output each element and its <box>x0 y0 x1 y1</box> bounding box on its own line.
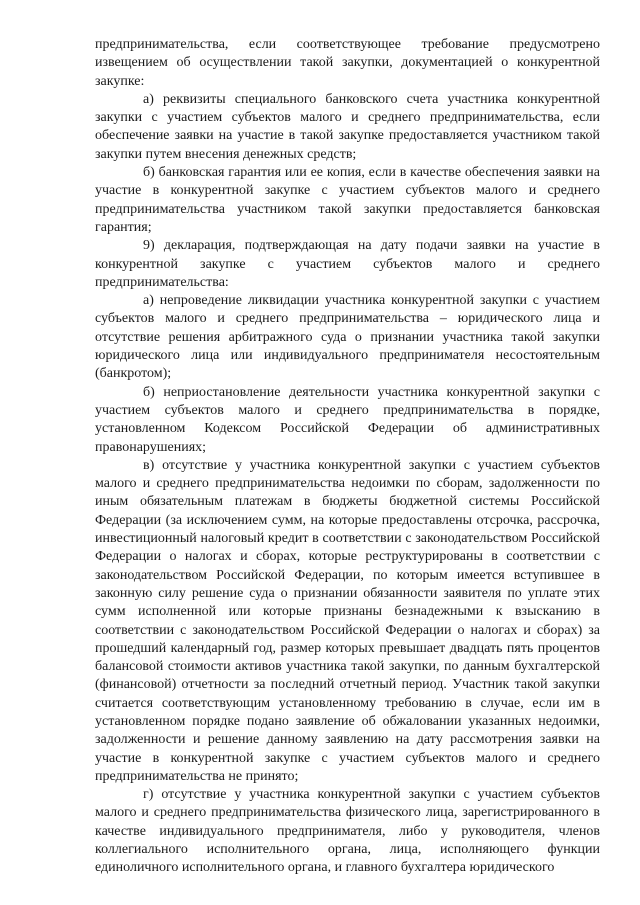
paragraph-item-v-no-arrears: в) отсутствие у участника конкурентной закупки с участием субъектов малого и среднего предпринимательства недоимки по сборам, задолженности по иным обязательным платежам в бюджеты бюджетной системы Российской Федерации (за исключением сумм, на которые предоставлены отсрочка, рассрочка, инвестиционный налоговый кредит в соответствии с законодательством Российской Федерации о налогах и сборах, которые реструктурированы в соответствии с законодательством Российской Федерации, по которым имеется вступившее в законную силу решение суда о признании обязанности заявителя по уплате этих сумм исполненной или которые признаны безнадежными к взысканию в соответствии с законодательством Российской Федерации о налогах и сборах) за прошедший календарный год, размер которых превышает двадцать пять процентов балансовой стоимости активов участника такой закупки, по данным бухгалтерской (финансовой) отчетности за последний отчетный период. Участник такой закупки считается соответствующим установленному требованию в случае, если им в установленном порядке подано заявление об обжаловании указанных недоимки, задолженности и решение данному заявлению на дату рассмотрения заявки на участие в конкурентной закупке с участием субъектов малого и среднего предпринимательства не принято; <box>95 457 600 784</box>
paragraph-item-g-no-record: г) отсутствие у участника конкурентной закупки с участием субъектов малого и среднего предпринимательства физического лица, зарегистрированного в качестве индивидуального предпринимателя, либо у руководителя, членов коллегиального исполнительного органа, лица, исполняющего функции единоличного исполнительного органа, и главного бухгалтера юридического <box>95 787 600 876</box>
paragraph-item-a-no-liquidation: а) непроведение ликвидации участника конкурентной закупки с участием субъектов малого и среднего предпринимательства – юридического лица и отсутствие решения арбитражного суда о признании участника такой закупки юридического лица или индивидуального предпринимателя несостоятельным (банкротом); <box>95 293 600 382</box>
paragraph-item-b-no-suspension: б) неприостановление деятельности участника конкурентной закупки с участием субъектов малого и среднего предпринимательства в порядке, установленном Кодексом Российской Федерации об административных правонарушениях; <box>95 384 600 455</box>
paragraph-item-b-bank-guarantee: б) банковская гарантия или ее копия, если в качестве обеспечения заявки на участие в конкурентной закупке с участием субъектов малого и среднего предпринимательства участником такой закупки предоставляется банковская гарантия; <box>95 165 600 235</box>
document-page <box>95 36 600 878</box>
paragraph-item-a-bank-account: а) реквизиты специального банковского счета участника конкурентной закупки с участием субъектов малого и среднего предпринимательства, если обеспечение заявки на участие в такой закупке предоставляется участником такой закупки путем внесения денежных средств; <box>95 91 600 162</box>
paragraph-item-9-declaration: 9) декларация, подтверждающая на дату подачи заявки на участие в конкурентной закупке с участием субъектов малого и среднего предпринимательства: <box>95 238 600 290</box>
paragraph-continuation: предпринимательства, если соответствующее требование предусмотрено извещением об осуществлении такой закупки, документацией о конкурентной закупке: <box>95 37 600 89</box>
